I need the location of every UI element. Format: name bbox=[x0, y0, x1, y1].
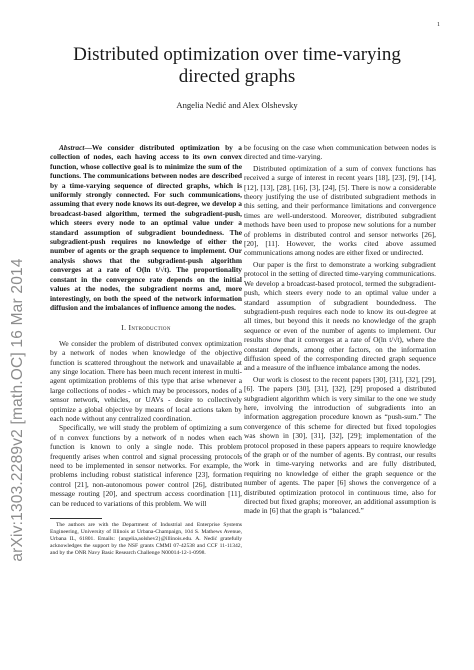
right-paragraph-3: Our paper is the first to demonstrate a working subgradient protocol in the setting of directed time-varying communications. We develop a broadcast-based protocol, termed the subgradient-push, which steers every node to an optimal value under a standard assumption of subgradient boundedness. The subgradient-push requires each node to know its out-degree at all times, but beyond this it needs no knowledge of the graph sequence or even of the number of agents to implement. Our results show that it converges at a rate of O(ln t/√t), where the constant depends, among other factors, on the information diffusion speed of the corresponding directed graph sequence and a measure of the influence imbalance among the nodes. bbox=[244, 259, 436, 373]
right-paragraph-4: Our work is closest to the recent papers [30], [31], [32], [29], [6]. The papers [30], [31], [32], [29] proposed a distributed subgradient algorithm which is very similar to the one we study here, involving the introduction of subgradients into an information aggregation procedure known as “push-sum.” The convergence of this scheme for directed but fixed topologies was shown in [30], [31], [32], [29]; implementation of the protocol proposed in these papers appears to require knowledge of the graph or of the number of agents. By contrast, our results work in time-varying networks and are fully distributed, requiring no knowledge of either the graph sequence or the number of agents. The paper [6] shows the convergence of a distributed optimization protocol in continuous time, also for directed but fixed graphs; moreover, an additional assumption is made in [6] that the graph is “balanced.” bbox=[244, 374, 436, 516]
paper-title: Distributed optimization over time-varying directed graphs bbox=[73, 44, 401, 87]
paper-authors: Angelia Nedić and Alex Olshevsky bbox=[176, 100, 298, 110]
abstract-lead: Abstract bbox=[59, 143, 85, 152]
right-paragraph-2: Distributed optimization of a sum of convex functions has received a surge of interest in recent years [18], [23], [9], [14], [12], [13], [28], [16], [3], [24], [5]. There is now a considerable theory justifying the use of distributed subgradient methods in this setting, and their performance limitations and convergence times are well-understood. Moreover, distributed subgradient methods have been used to propose new solutions for a number of problems in distributed control and sensor networks [26], [20], [11]. However, the works cited above assumed communications among nodes are either fixed or undirected. bbox=[244, 163, 436, 258]
right-paragraph-1: be focusing on the case when communication between nodes is directed and time-varying. bbox=[244, 143, 436, 162]
arxiv-stamp-text: arXiv:1303.2289v2 [math.OC] 16 Mar 2014 bbox=[9, 258, 26, 562]
intro-paragraph-2: Specifically, we will study the problem of optimizing a sum of n convex functions by a network of n nodes when each function is known to only a single node. This problem frequently arises when control and signal processing protocols need to be implemented in sensor networks. For example, the problems including robust statistical inference [23], formation control [21], non-autonomous power control [26], distributed message routing [20], and spectrum access coordination [11], can be reduced to variations of this problem. We will bbox=[50, 423, 242, 508]
arxiv-stamp bbox=[6, 200, 30, 620]
left-column bbox=[50, 143, 242, 557]
abstract-text: —We consider distributed optimization by a collection of nodes, each having access to its own convex function, whose collective goal is to minimize the sum of the functions. The communications between nodes are described by a time-varying sequence of directed graphs, which is uniformly strongly connected. For such communications, assuming that every node knows its out-degree, we develop a broadcast-based algorithm, termed the subgradient-push, which steers every node to an optimal value under a standard assumption of subgradient boundedness. The subgradient-push requires no knowledge of either the number of agents or the graph sequence to implement. Our analysis shows that the subgradient-push algorithm converges at a rate of O(ln t/√t). The proportionality constant in the convergence rate depends on the initial values at the nodes, the subgradient norms and, more interestingly, on both the speed of the network information diffusion and the imbalances of influence among the nodes. bbox=[50, 143, 242, 312]
abstract bbox=[50, 143, 242, 312]
footnote bbox=[50, 518, 242, 557]
intro-paragraph-1: We consider the problem of distributed convex optimization by a network of nodes when knowledge of the objective function is scattered throughout the network and unavailable at any singe location. There has been much recent interest in multi-agent optimization problems of this type that arise whenever a large collections of nodes - which may be processors, nodes of a sensor network, vehicles, or UAVs - desire to collectively optimize a global objective by means of local actions taken by each node without any centralized coordination. bbox=[50, 338, 242, 423]
right-column bbox=[244, 143, 436, 516]
footnote-text: The authors are with the Department of Industrial and Enterprise Systems Engineering, University of Illinois at Urbana-Champaign, 104 S. Mathews Avenue, Urbana IL, 61801. Emails: {angelia,aolshev2}@illinois.edu. A. Nedić gratefully acknowledges the support by the NSF grants CMMI 07-42538 and CCF 11-11342, and by the ONR Navy Basic Research Challenge N00014-12-1-0998. bbox=[50, 522, 242, 557]
footnote-rule bbox=[50, 518, 102, 519]
section-heading-introduction: I. Introduction bbox=[121, 323, 171, 333]
page-number: 1 bbox=[437, 22, 440, 28]
